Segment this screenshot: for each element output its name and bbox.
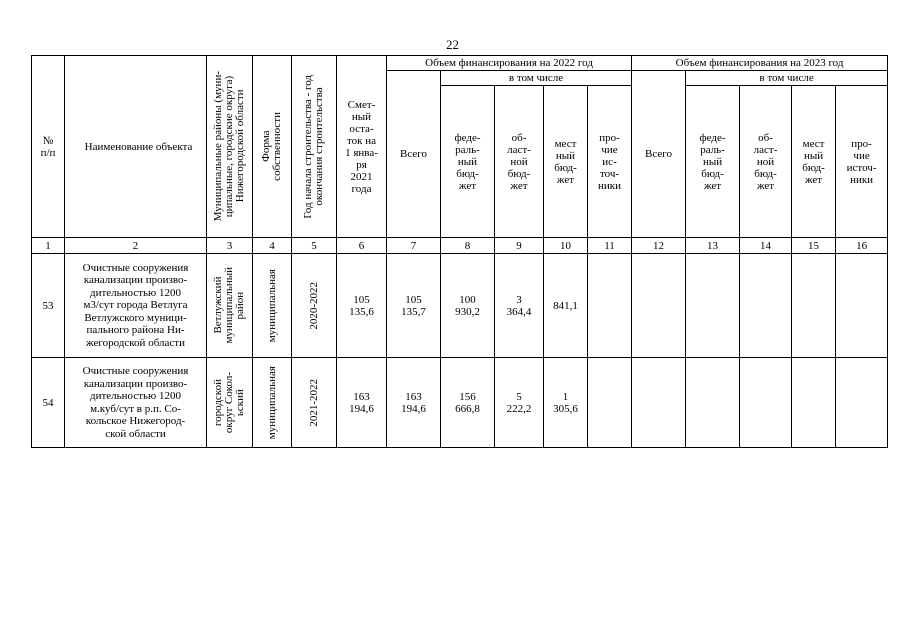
header-districts bbox=[207, 56, 253, 238]
district-cell bbox=[207, 358, 253, 448]
header-ownership bbox=[253, 56, 292, 238]
years-text: 2021-2022 bbox=[307, 378, 320, 427]
balance-value: 163 194,6 bbox=[337, 358, 387, 448]
other-2023-value bbox=[836, 254, 888, 358]
header-other-2022: про- чие ис- точ- ники bbox=[588, 86, 632, 238]
federal-2023-value bbox=[686, 254, 740, 358]
header-regional-2023: об- ласт- ной бюд- жет bbox=[740, 86, 792, 238]
ownership-text: муниципальная bbox=[265, 365, 278, 440]
header-incl-2022: в том числе bbox=[441, 71, 632, 86]
column-number: 11 bbox=[588, 238, 632, 254]
local-2022-value: 1 305,6 bbox=[544, 358, 588, 448]
total-2023-value bbox=[632, 358, 686, 448]
other-2022-value bbox=[588, 254, 632, 358]
balance-value: 105 135,6 bbox=[337, 254, 387, 358]
other-2022-value bbox=[588, 358, 632, 448]
district-text: городской округ Сокол- ьский bbox=[212, 371, 246, 434]
regional-2023-value bbox=[740, 254, 792, 358]
total-2022-value: 105 135,7 bbox=[387, 254, 441, 358]
column-number: 3 bbox=[207, 238, 253, 254]
column-number: 16 bbox=[836, 238, 888, 254]
header-other-2023: про- чие источ- ники bbox=[836, 86, 888, 238]
header-balance: Смет- ный оста- ток на 1 янва- ря 2021 года bbox=[337, 56, 387, 238]
column-number: 5 bbox=[292, 238, 337, 254]
regional-2022-value: 5 222,2 bbox=[495, 358, 544, 448]
column-number: 8 bbox=[441, 238, 495, 254]
header-local-2022: мест ный бюд- жет bbox=[544, 86, 588, 238]
total-2022-value: 163 194,6 bbox=[387, 358, 441, 448]
column-number: 13 bbox=[686, 238, 740, 254]
table-row bbox=[32, 254, 888, 358]
header-regional-2022: об- ласт- ной бюд- жет bbox=[495, 86, 544, 238]
column-number: 1 bbox=[32, 238, 65, 254]
ownership-text: муниципальная bbox=[265, 268, 278, 343]
column-number: 12 bbox=[632, 238, 686, 254]
federal-2022-value: 100 930,2 bbox=[441, 254, 495, 358]
header-local-2023: мест ный бюд- жет bbox=[792, 86, 836, 238]
years-text: 2020-2022 bbox=[307, 281, 320, 330]
column-number: 2 bbox=[65, 238, 207, 254]
object-name: Очистные сооружения канализации произво- дительностью 1200 м.куб/сут в р.п. Со- кольское Нижегород- ской области bbox=[65, 358, 207, 448]
financing-table bbox=[31, 55, 888, 448]
local-2023-value bbox=[792, 254, 836, 358]
column-number: 14 bbox=[740, 238, 792, 254]
header-ownership-text: Форма собственности bbox=[260, 112, 283, 181]
object-name: Очистные сооружения канализации произво- дительностью 1200 м3/сут города Ветлуга Ветлужского муници- пального района Ни- жегородской области bbox=[65, 254, 207, 358]
header-total-2023: Всего bbox=[632, 71, 686, 238]
district-text: Ветлужский муниципальный район bbox=[212, 267, 246, 344]
header-fin-2023: Объем финансирования на 2023 год bbox=[632, 56, 888, 71]
other-2023-value bbox=[836, 358, 888, 448]
district-cell bbox=[207, 254, 253, 358]
header-years-text: Год начала строительства - год окончания строительства bbox=[302, 74, 325, 219]
column-number-row bbox=[32, 238, 888, 254]
column-number: 4 bbox=[253, 238, 292, 254]
federal-2023-value bbox=[686, 358, 740, 448]
header-years bbox=[292, 56, 337, 238]
column-number: 15 bbox=[792, 238, 836, 254]
column-number: 7 bbox=[387, 238, 441, 254]
local-2022-value: 841,1 bbox=[544, 254, 588, 358]
header-total-2022: Всего bbox=[387, 71, 441, 238]
years-cell bbox=[292, 358, 337, 448]
row-num: 53 bbox=[32, 254, 65, 358]
page-number: 22 bbox=[446, 37, 459, 52]
ownership-cell bbox=[253, 358, 292, 448]
row-num: 54 bbox=[32, 358, 65, 448]
header-federal-2023: феде- раль- ный бюд- жет bbox=[686, 86, 740, 238]
column-number: 6 bbox=[337, 238, 387, 254]
header-fin-2022: Объем финансирования на 2022 год bbox=[387, 56, 632, 71]
table-row bbox=[32, 358, 888, 448]
header-districts-text: Муниципальные районы (муни- ципальные, городские округа) Нижегородской области bbox=[212, 71, 246, 222]
ownership-cell bbox=[253, 254, 292, 358]
column-number: 9 bbox=[495, 238, 544, 254]
header-name: Наименование объекта bbox=[65, 56, 207, 238]
local-2023-value bbox=[792, 358, 836, 448]
federal-2022-value: 156 666,8 bbox=[441, 358, 495, 448]
header-incl-2023: в том числе bbox=[686, 71, 888, 86]
header-federal-2022: феде- раль- ный бюд- жет bbox=[441, 86, 495, 238]
regional-2023-value bbox=[740, 358, 792, 448]
header-num: № п/п bbox=[32, 56, 65, 238]
regional-2022-value: 3 364,4 bbox=[495, 254, 544, 358]
total-2023-value bbox=[632, 254, 686, 358]
column-number: 10 bbox=[544, 238, 588, 254]
years-cell bbox=[292, 254, 337, 358]
